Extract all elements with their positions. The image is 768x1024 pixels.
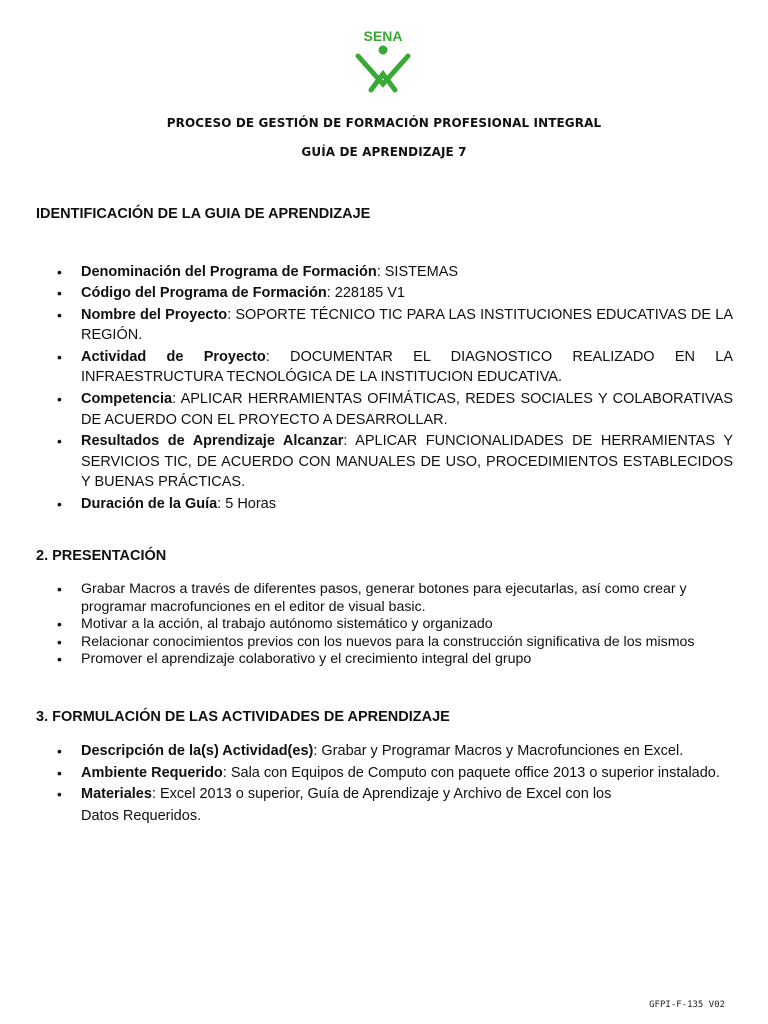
list-item: [36, 283, 733, 304]
list-item: • Motivar a la acción, al trabajo autónomo sistemático y organizado: [36, 616, 733, 634]
list-item: [36, 494, 733, 515]
item-label: Nombre del Proyecto: [81, 306, 228, 323]
list-item: [36, 389, 733, 431]
list-item: [36, 305, 733, 347]
list-item: [36, 347, 733, 389]
item-text: : Sala con Equipos de Computo con paquete office 2013 o superior instalado.: [222, 764, 720, 781]
list-item: [36, 784, 733, 827]
list-item: • Promover el aprendizaje colaborativo y el crecimiento integral del grupo: [36, 651, 733, 669]
item-text: : 228185 V1: [326, 285, 405, 302]
section-presentation-title: 2. PRESENTACIÓN: [36, 548, 167, 564]
item-text: : Grabar y Programar Macros y Macrofunciones en Excel.: [313, 743, 684, 759]
list-item: [36, 763, 733, 785]
item-label: Competencia: [81, 390, 173, 407]
item-text: : DOCUMENTAR EL DIAGNOSTICO REALIZADO EN LA INFRAESTRUCTURA TECNOLÓGICA DE LA INSTITUCION EDUCATIVA.: [81, 348, 733, 386]
item-label: Duración de la Guía: [81, 495, 218, 512]
list-item: [36, 431, 733, 493]
item-text: : Excel 2013 o superior, Guía de Aprendizaje y Archivo de Excel con los: [151, 786, 612, 802]
item-text: : APLICAR FUNCIONALIDADES DE HERRAMIENTAS Y SERVICIOS TIC, DE ACUERDO CON MANUALES DE USO, PROCEDIMIENTOS ESTABLECIDOS Y BUENAS PRÁCTICAS.: [81, 432, 733, 491]
item-text: : SOPORTE TÉCNICO TIC PARA LAS INSTITUCIONES EDUCATIVAS DE LA REGIÓN.: [81, 306, 734, 344]
item-label: Materiales: [81, 786, 152, 802]
list-item: • Relacionar conocimientos previos con los nuevos para la construcción significativa de los mismos: [36, 634, 733, 652]
item-text: : SISTEMAS: [376, 264, 459, 280]
item-text: : APLICAR HERRAMIENTAS OFIMÁTICAS, REDES SOCIALES Y COLABORATIVAS DE ACUERDO CON EL PROYECTO A DESARROLLAR.: [81, 390, 733, 428]
list-item: [36, 262, 733, 283]
section-identification-title: IDENTIFICACIÓN DE LA GUIA DE APRENDIZAJE: [36, 206, 371, 222]
item-label: Código del Programa de Formación: [81, 285, 327, 302]
item-label: Actividad de Proyecto: [81, 348, 266, 365]
list-item: • Grabar Macros a través de diferentes pasos, generar botones para ejecutarlas, así como crear y programar macrofunciones en el editor de visual basic.: [36, 581, 733, 616]
activities-list: [36, 741, 733, 827]
section-activities-title: 3. FORMULACIÓN DE LAS ACTIVIDADES DE APRENDIZAJE: [36, 709, 450, 725]
form-code: GFPI-F-135 V02: [649, 1000, 725, 1010]
item-label: Descripción de la(s) Actividad(es): [81, 743, 314, 759]
presentation-list: [36, 581, 733, 669]
list-item: [36, 741, 733, 763]
identification-list: [36, 262, 733, 515]
guide-title: GUÍA DE APRENDIZAJE 7: [301, 145, 467, 159]
process-title: PROCESO DE GESTIÓN DE FORMACIÓN PROFESIONAL INTEGRAL: [166, 116, 602, 130]
item-text-continued: Datos Requeridos.: [81, 807, 202, 824]
sena-logo: [350, 26, 416, 94]
item-label: Resultados de Aprendizaje Alcanzar: [81, 432, 344, 449]
item-label: Denominación del Programa de Formación: [81, 264, 377, 280]
item-label: Ambiente Requerido: [81, 764, 223, 781]
svg-text:SENA: SENA: [363, 28, 403, 44]
item-text: : 5 Horas: [217, 495, 277, 512]
